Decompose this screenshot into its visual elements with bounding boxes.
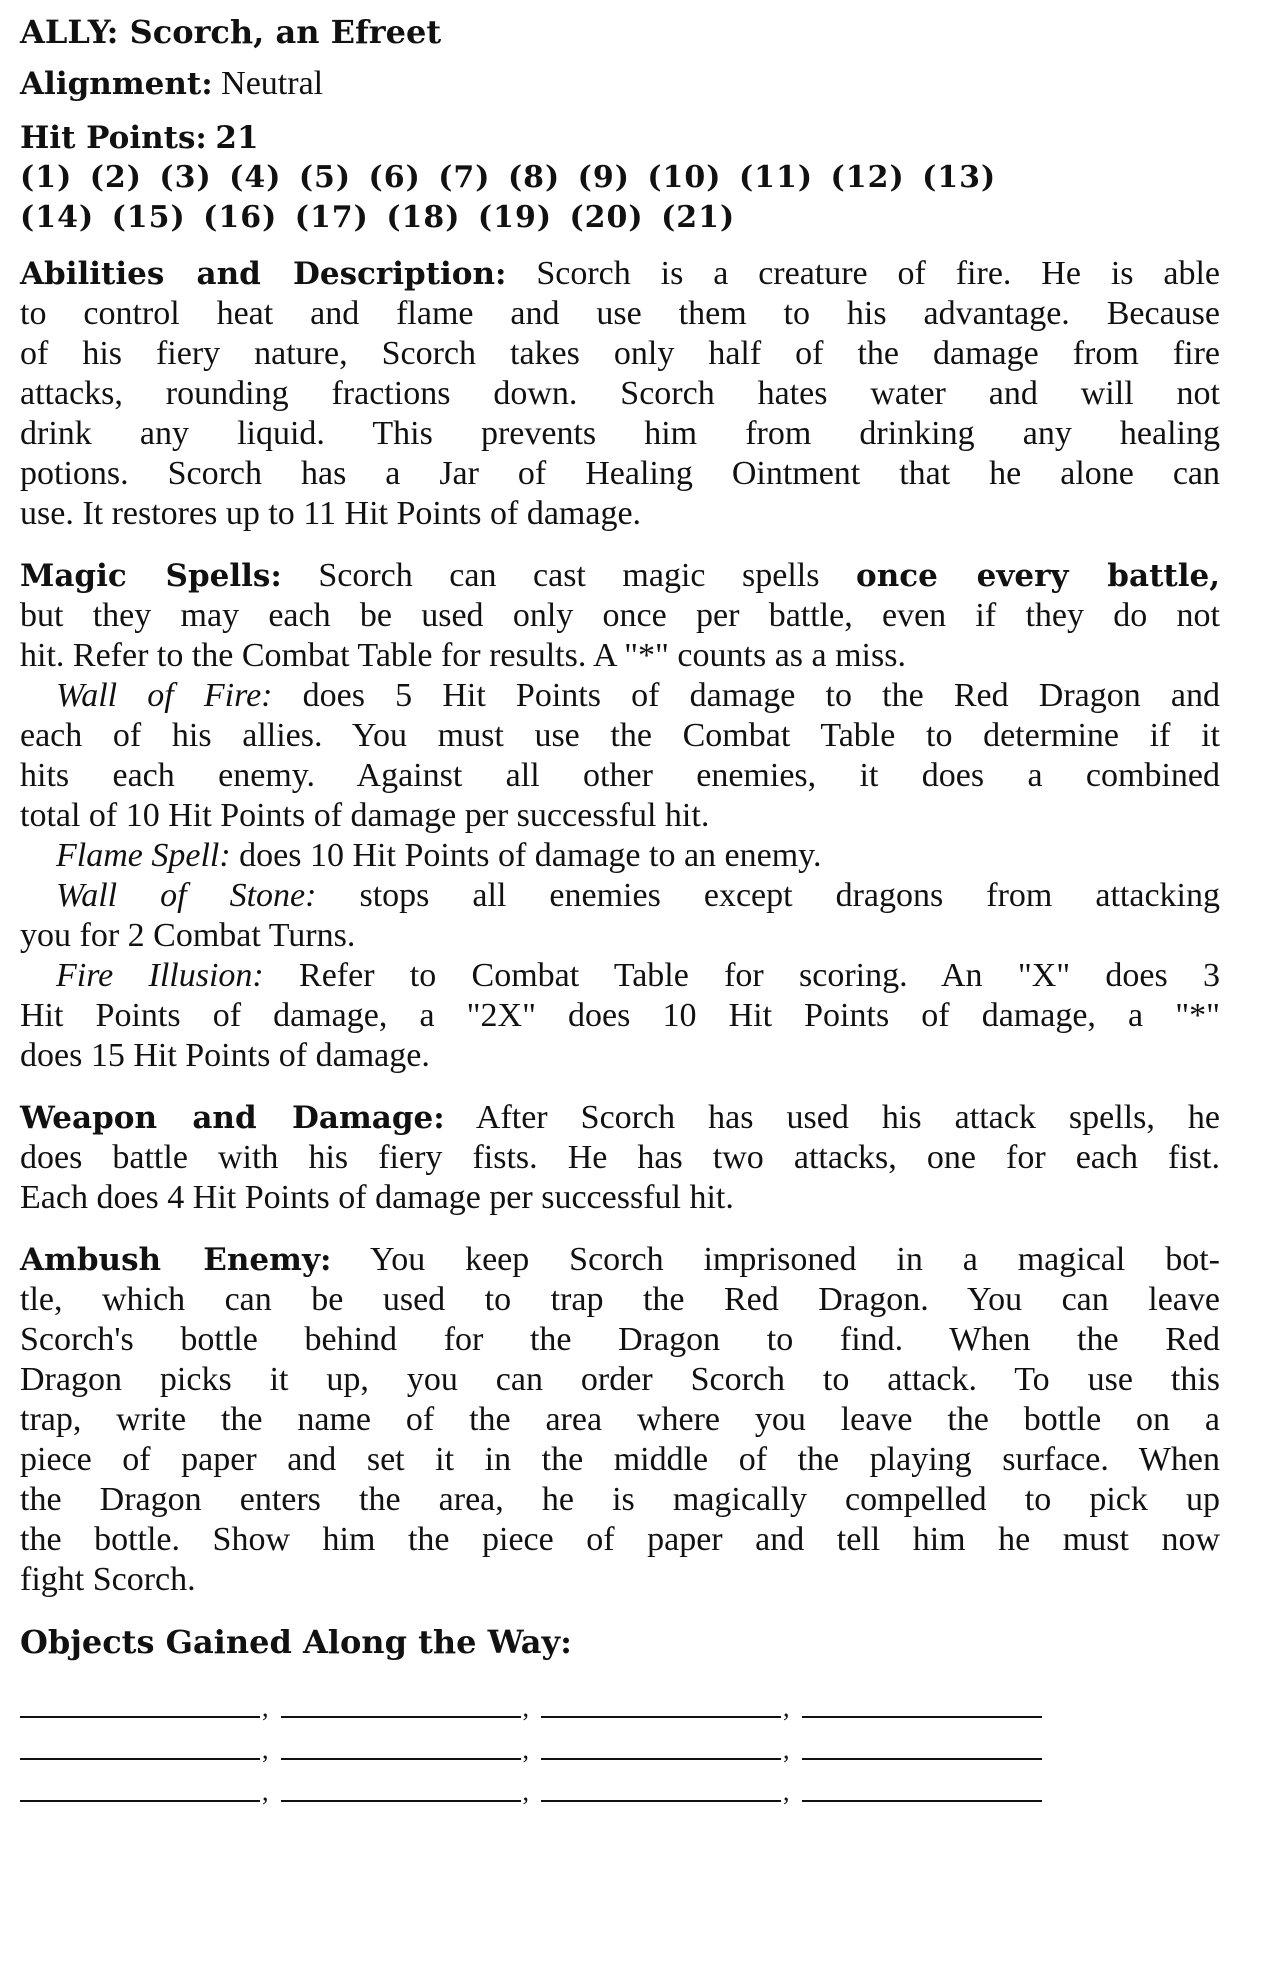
ambush-section: Ambush Enemy: You keep Scorch imprisoned in a magical bot- tle, which can be used to trap the Red Dragon. You can leave Scorch's bottle behind for the Dragon to find. When the Red Dragon picks it up, you can order Scorch to attack. To use this trap, write the name of the area where you leave the bottle on a piece of paper and set it in the middle of the playing surface. When the Dragon enters the area, he is magically compelled to pick up the bottle. Show him the piece of paper and tell him he must now fight Scorch.: [20, 1241, 1220, 1598]
ally-name: Scorch, an Efreet: [129, 13, 442, 51]
abilities-line: Scorch is a creature of fire. He is able: [536, 255, 1221, 292]
hit-points-label: Hit Points:: [20, 120, 207, 156]
abilities-line: drink any liquid. This prevents him from drinking any healing: [20, 415, 1220, 452]
abilities-line: potions. Scorch has a Jar of Healing Ointment that he alone can: [20, 455, 1220, 492]
object-blank-field[interactable]: [281, 1730, 521, 1760]
spell-name: Wall of Stone:: [56, 877, 317, 914]
object-blank-field[interactable]: [20, 1772, 260, 1802]
objects-row: , , ,: [20, 1676, 1220, 1718]
object-blank-field[interactable]: [281, 1772, 521, 1802]
object-blank-field[interactable]: [802, 1730, 1042, 1760]
weapon-line: does battle with his fiery fists. He has two attacks, one for each fist.: [20, 1139, 1220, 1176]
spell-text-line: Hit Points of damage, a "2X" does 10 Hit Points of damage, a "*": [20, 997, 1220, 1034]
object-blank-field[interactable]: [802, 1688, 1042, 1718]
spell-text-line: hits each enemy. Against all other enemies, it does a combined: [20, 757, 1220, 794]
hit-points-boxes-row-1[interactable]: (1) (2) (3) (4) (5) (6) (7) (8) (9) (10) (11) (12) (13): [20, 160, 997, 195]
ambush-line: the Dragon enters the area, he is magically compelled to pick up: [20, 1481, 1220, 1518]
spell-name: Flame Spell:: [56, 837, 231, 874]
spell-text-line: total of 10 Hit Points of damage per successful hit.: [20, 797, 710, 834]
spell-text-line: does 15 Hit Points of damage.: [20, 1037, 430, 1074]
spell-fire-illusion: Fire Illusion: Refer to Combat Table for scoring. An "X" does 3: [56, 957, 1220, 994]
magic-intro: Scorch can cast magic spells: [318, 557, 820, 594]
ambush-line: fight Scorch.: [20, 1561, 196, 1598]
objects-row: , , ,: [20, 1760, 1220, 1802]
object-blank-field[interactable]: [802, 1772, 1042, 1802]
alignment-label: Alignment:: [20, 66, 213, 102]
spell-flame-spell: Flame Spell: does 10 Hit Points of damage to an enemy.: [56, 837, 822, 874]
object-blank-field[interactable]: [20, 1688, 260, 1718]
weapon-section: Weapon and Damage: After Scorch has used his attack spells, he does battle with his fiery fists. He has two attacks, one for each fist. Each does 4 Hit Points of damage per successful hit.: [20, 1099, 1220, 1216]
magic-spells-section: [20, 556, 1220, 1076]
objects-section: [20, 1622, 1220, 1806]
object-blank-field[interactable]: [541, 1688, 781, 1718]
hit-points-section: [20, 118, 1220, 238]
abilities-line: of his fiery nature, Scorch takes only half of the damage from fire: [20, 335, 1220, 372]
ally-label: ALLY:: [20, 13, 119, 51]
ambush-label: Ambush Enemy:: [20, 1242, 332, 1278]
object-blank-field[interactable]: [541, 1730, 781, 1760]
ambush-line: the bottle. Show him the piece of paper and tell him he must now: [20, 1521, 1220, 1558]
objects-blanks: [20, 1676, 1220, 1806]
object-blank-field[interactable]: [541, 1772, 781, 1802]
ally-sheet: [20, 10, 1220, 1824]
object-blank-field[interactable]: [281, 1688, 521, 1718]
object-blank-field[interactable]: [20, 1730, 260, 1760]
abilities-line: to control heat and flame and use them to his advantage. Because: [20, 295, 1220, 332]
spell-wall-of-fire: Wall of Fire: does 5 Hit Points of damage to the Red Dragon and: [56, 677, 1221, 714]
ally-title: [20, 10, 1220, 54]
spell-name: Fire Illusion:: [56, 957, 264, 994]
alignment-row: [20, 64, 1220, 104]
ambush-line: Dragon picks it up, you can order Scorch to attack. To use this: [20, 1361, 1220, 1398]
magic-intro-line: hit. Refer to the Combat Table for results. A "*" counts as a miss.: [20, 637, 906, 674]
magic-frequency: once every battle,: [856, 558, 1221, 594]
hit-points-boxes-row-2[interactable]: (14) (15) (16) (17) (18) (19) (20) (21): [20, 200, 736, 235]
weapon-line: Each does 4 Hit Points of damage per successful hit.: [20, 1179, 734, 1216]
abilities-line: attacks, rounding fractions down. Scorch hates water and will not: [20, 375, 1220, 412]
alignment-value: Neutral: [221, 65, 324, 102]
ally-header: [20, 10, 1220, 54]
objects-label: Objects Gained Along the Way:: [20, 1623, 572, 1661]
hit-points-value: 21: [215, 120, 259, 156]
ambush-line: piece of paper and set it in the middle of the playing surface. When: [20, 1441, 1220, 1478]
abilities-label: Abilities and Description:: [20, 256, 507, 292]
magic-spells-label: Magic Spells:: [20, 558, 282, 594]
spell-text-line: each of his allies. You must use the Combat Table to determine if it: [20, 717, 1220, 754]
ambush-line: tle, which can be used to trap the Red Dragon. You can leave: [20, 1281, 1220, 1318]
ambush-line: trap, write the name of the area where you leave the bottle on a: [20, 1401, 1220, 1438]
weapon-label: Weapon and Damage:: [20, 1100, 445, 1136]
spell-wall-of-stone: Wall of Stone: stops all enemies except dragons from attacking: [56, 877, 1220, 914]
objects-row: , , ,: [20, 1718, 1220, 1760]
ambush-line: Scorch's bottle behind for the Dragon to find. When the Red: [20, 1321, 1220, 1358]
spell-text-line: you for 2 Combat Turns.: [20, 917, 356, 954]
abilities-line: use. It restores up to 11 Hit Points of damage.: [20, 495, 642, 532]
abilities-section: [20, 254, 1220, 534]
magic-intro-line: but they may each be used only once per battle, even if they do not: [20, 597, 1220, 634]
spell-name: Wall of Fire:: [56, 677, 273, 714]
